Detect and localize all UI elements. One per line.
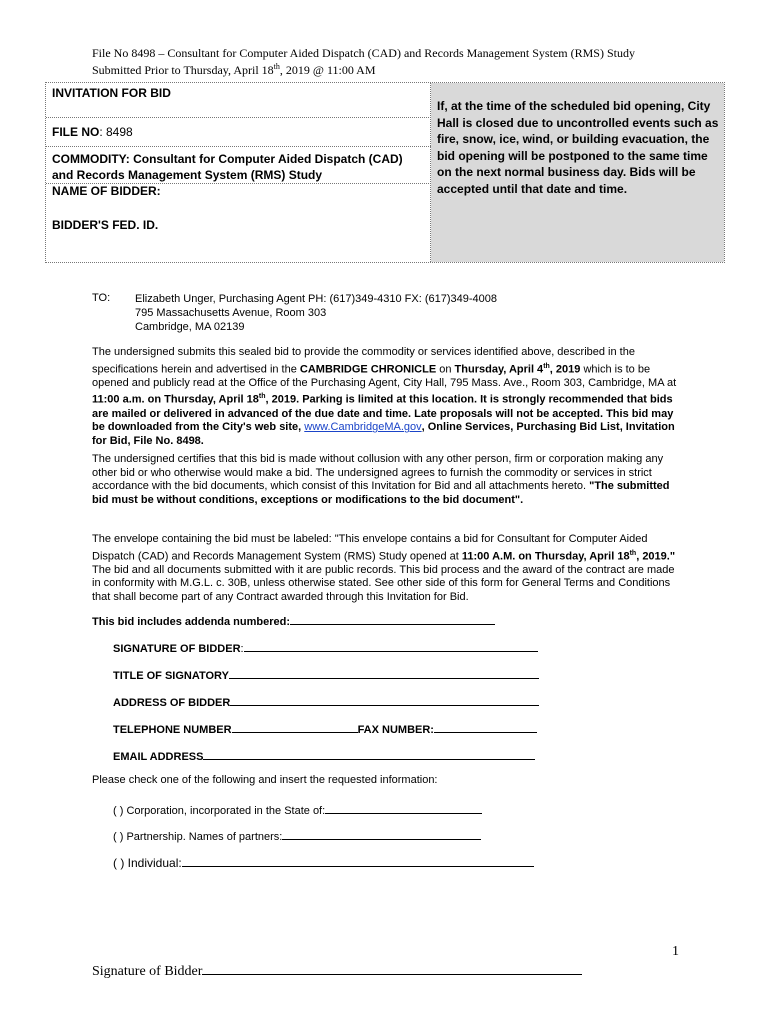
file-number: FILE NO: 8498 (52, 125, 133, 139)
bid-info-box (45, 82, 725, 263)
signature-input-line[interactable] (244, 640, 538, 652)
title-field: TITLE OF SIGNATORY (113, 667, 539, 682)
address-input-line[interactable] (230, 694, 539, 706)
collusion-certification-paragraph: The undersigned certifies that this bid is made without collusion with any other person, firm or corporation making any other bid or who otherwise would make a bid. The undersigned agrees to furnish the commodity or services in strict accordance with the bid documents, which consist of this Invitation for Bid and all attachments hereto. "The submitted bid must be without conditions, exceptions or modifications to the bid document". (92, 453, 670, 506)
address-field: ADDRESS OF BIDDER (113, 694, 539, 709)
fax-input-line[interactable] (434, 721, 537, 733)
telephone-input-line[interactable] (232, 721, 358, 733)
header-line-2: Submitted Prior to Thursday, April 18th, 2019 @ 11:00 AM (92, 62, 376, 77)
title-input-line[interactable] (229, 667, 539, 679)
email-field: EMAIL ADDRESS (113, 748, 535, 763)
footer-signature-input-line[interactable] (202, 961, 582, 975)
document-header (92, 46, 692, 77)
email-input-line[interactable] (203, 748, 535, 760)
bidder-name-label: NAME OF BIDDER: (52, 184, 161, 198)
partnership-option[interactable]: ( ) Partnership. Names of partners: (113, 828, 481, 843)
bid-info-left (46, 83, 431, 262)
commodity: COMMODITY: Consultant for Computer Aided Dispatch (CAD) and Records Management System (RMS) Study (52, 152, 403, 182)
footer-signature-field: Signature of Bidder (92, 961, 582, 980)
signature-field: SIGNATURE OF BIDDER: (113, 640, 538, 655)
corporation-state-input-line[interactable] (325, 802, 482, 814)
addenda-input-line[interactable] (290, 613, 495, 625)
page-number: 1 (672, 944, 679, 959)
header-line-1: File No 8498 – Consultant for Computer Aided Dispatch (CAD) and Records Management System (RMS) Study (92, 46, 635, 60)
invitation-title: INVITATION FOR BID (52, 86, 171, 100)
telephone-fax-field: TELEPHONE NUMBER FAX NUMBER: (113, 721, 537, 736)
addenda-field: This bid includes addenda numbered: (92, 613, 495, 628)
individual-input-line[interactable] (182, 855, 534, 867)
city-website-link[interactable]: www.CambridgeMA.gov (304, 421, 422, 434)
purchasing-agent-address: Elizabeth Unger, Purchasing Agent PH: (617)349-4310 FX: (617)349-4008 795 Massachusetts Avenue, Room 303 Cambridge, MA 02139 (135, 293, 498, 333)
divider (46, 117, 431, 118)
to-label: TO: (92, 292, 111, 304)
business-type-instruction: Please check one of the following and insert the requested information: (92, 774, 438, 786)
individual-option[interactable]: ( ) Individual: (113, 855, 534, 870)
envelope-label-paragraph: The envelope containing the bid must be labeled: "This envelope contains a bid for Consultant for Computer Aided Dispatch (CAD) and Records Management System (RMS) Study opened at 11:00 A.M. on Thursday, April 18th, 2019." The bid and all documents submitted with it are public records. This bid process and the award of the contract are made in conformity with M.G.L. c. 30B, unless otherwise stated. See other side of this form for General Terms and Conditions that shall become part of any Contract awarded through this Invitation for Bid. (92, 533, 676, 604)
partners-input-line[interactable] (282, 828, 481, 840)
divider (46, 146, 431, 147)
bid-submission-paragraph: The undersigned submits this sealed bid to provide the commodity or services identified above, described in the specifications herein and advertised in the CAMBRIDGE CHRONICLE on Thursday, April 4th, 2019 which is to be opened and publicly read at the Office of the Purchasing Agent, City Hall, 795 Mass. Ave., Room 303, Cambridge, MA at 11:00 a.m. on Thursday, April 18th, 2019. Parking is limited at this location. It is strongly recommended that bids are mailed or delivered in advanced of the due date and time. Late proposals will not be accepted. This bid may be downloaded from the City's web site, www.CambridgeMA.gov, Online Services, Purchasing Bid List, Invitation for Bid, File No. 8498. (92, 346, 677, 447)
fed-id-label: BIDDER'S FED. ID. (52, 218, 159, 232)
corporation-option[interactable]: ( ) Corporation, incorporated in the State of: (113, 802, 482, 817)
bid-opening-notice-panel (431, 83, 724, 262)
bid-opening-notice: If, at the time of the scheduled bid opening, City Hall is closed due to uncontrolled events such as fire, snow, ice, wind, or building evacuation, the bid opening will be postponed to the same time on the next normal business day. Bids will be accepted until that date and time. (437, 99, 719, 196)
